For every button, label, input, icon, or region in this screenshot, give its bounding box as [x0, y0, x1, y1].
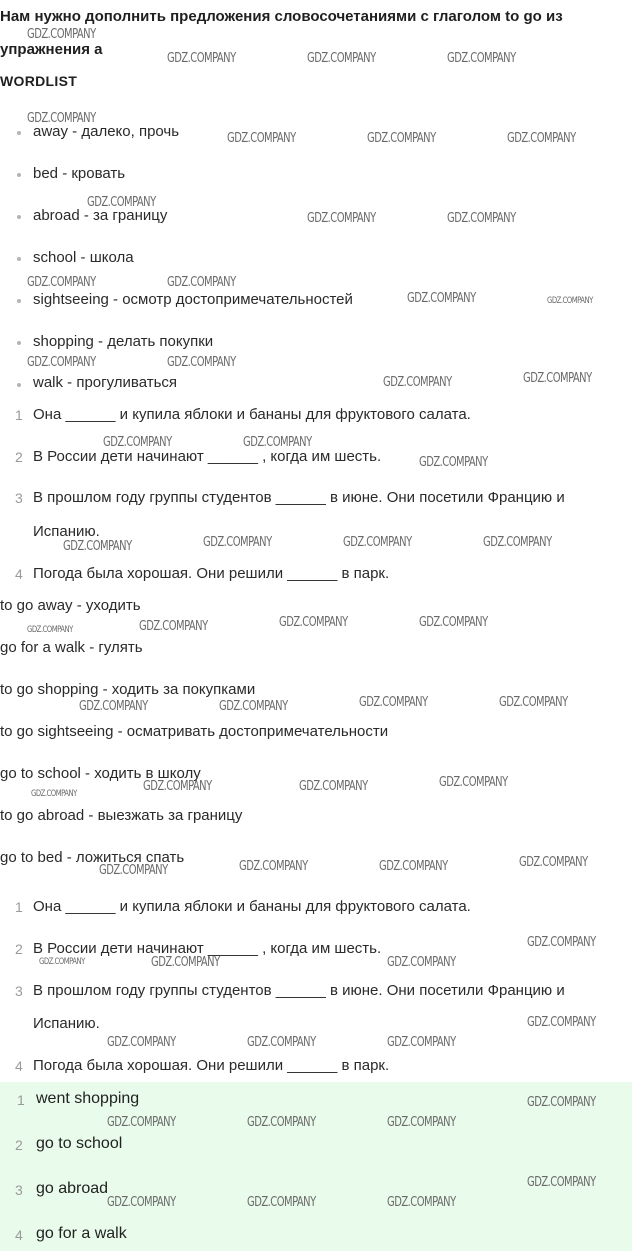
watermark: GDZ.COMPANY [27, 625, 73, 635]
watermark: GDZ.COMPANY [527, 1015, 596, 1030]
watermark: GDZ.COMPANY [107, 1195, 176, 1210]
watermark: GDZ.COMPANY [547, 296, 593, 306]
watermark: GDZ.COMPANY [307, 51, 376, 66]
bullet-icon [17, 257, 21, 261]
watermark: GDZ.COMPANY [507, 131, 576, 146]
wordlist-item-text: away - далеко, прочь [33, 123, 180, 140]
watermark: GDZ.COMPANY [483, 535, 552, 550]
watermark: GDZ.COMPANY [79, 699, 148, 714]
phrase-item: go to school - ходить в школу [0, 765, 201, 782]
watermark: GDZ.COMPANY [407, 291, 476, 306]
item-number: 4 [15, 566, 23, 582]
watermark: GDZ.COMPANY [527, 1095, 596, 1110]
exercise-sentence: В прошлом году группы студентов ______ в июне. Они посетили Францию и [33, 489, 565, 506]
answer-number: 4 [15, 1227, 23, 1243]
watermark: GDZ.COMPANY [31, 789, 77, 799]
bullet-icon [17, 383, 21, 387]
item-number: 1 [15, 899, 23, 915]
watermark: GDZ.COMPANY [27, 27, 96, 42]
phrase-item: go to bed - ложиться спать [0, 849, 185, 866]
exercise-sentence: Она ______ и купила яблоки и бананы для фруктового салата. [33, 898, 471, 915]
wordlist-item-text: sightseeing - осмотр достопримечательностей [33, 291, 353, 308]
bullet-icon [17, 173, 21, 177]
bullet-icon [17, 131, 21, 135]
answer-text: go to school [36, 1135, 123, 1152]
bullet-icon [17, 341, 21, 345]
watermark: GDZ.COMPANY [143, 779, 212, 794]
watermark: GDZ.COMPANY [219, 699, 288, 714]
watermark: GDZ.COMPANY [167, 51, 236, 66]
watermark: GDZ.COMPANY [343, 535, 412, 550]
watermark: GDZ.COMPANY [387, 1195, 456, 1210]
phrase-item: go for a walk - гулять [0, 639, 143, 656]
watermark: GDZ.COMPANY [379, 859, 448, 874]
answer-number: 3 [15, 1182, 23, 1198]
watermark: GDZ.COMPANY [87, 195, 156, 210]
watermark: GDZ.COMPANY [107, 1115, 176, 1130]
watermark: GDZ.COMPANY [439, 775, 508, 790]
watermark: GDZ.COMPANY [387, 1115, 456, 1130]
wordlist-item-text: bed - кровать [33, 165, 126, 182]
watermark: GDZ.COMPANY [227, 131, 296, 146]
watermark: GDZ.COMPANY [27, 111, 96, 126]
phrase-item: to go abroad - выезжать за границу [0, 807, 243, 824]
wordlist-title: WORDLIST [0, 73, 78, 89]
watermark: GDZ.COMPANY [139, 619, 208, 634]
phrase-item: to go shopping - ходить за покупками [0, 681, 256, 698]
watermark: GDZ.COMPANY [527, 1175, 596, 1190]
answer-number: 1 [17, 1092, 25, 1108]
watermark: GDZ.COMPANY [367, 131, 436, 146]
phrase-item: to go sightseeing - осматривать достопримечательности [0, 723, 389, 740]
wordlist-item-text: shopping - делать покупки [33, 333, 214, 350]
bullet-icon [17, 299, 21, 303]
watermark: GDZ.COMPANY [419, 615, 488, 630]
exercise-sentence-continuation: Испанию. [33, 1015, 100, 1032]
watermark: GDZ.COMPANY [167, 275, 236, 290]
watermark: GDZ.COMPANY [387, 1035, 456, 1050]
exercise-sentence: Погода была хорошая. Они решили ______ в парк. [33, 1057, 390, 1074]
watermark: GDZ.COMPANY [499, 695, 568, 710]
exercise-sentence-continuation: Испанию. [33, 523, 100, 540]
watermark: GDZ.COMPANY [299, 779, 368, 794]
exercise-sentence: Она ______ и купила яблоки и бананы для фруктового салата. [33, 406, 471, 423]
watermark: GDZ.COMPANY [63, 539, 132, 554]
watermark: GDZ.COMPANY [107, 1035, 176, 1050]
wordlist-item-text: abroad - за границу [33, 207, 168, 224]
item-number: 2 [15, 941, 23, 957]
wordlist-item-text: walk - прогуливаться [33, 374, 178, 391]
item-number: 2 [15, 449, 23, 465]
watermark: GDZ.COMPANY [99, 863, 168, 878]
bullet-icon [17, 215, 21, 219]
watermark: GDZ.COMPANY [447, 51, 516, 66]
item-number: 4 [15, 1058, 23, 1074]
item-number: 3 [15, 490, 23, 506]
exercise-sentence: Погода была хорошая. Они решили ______ в парк. [33, 565, 390, 582]
answer-text: go for a walk [36, 1225, 127, 1242]
phrase-item: to go away - уходить [0, 597, 141, 614]
answer-text: went shopping [36, 1090, 140, 1107]
watermark: GDZ.COMPANY [27, 275, 96, 290]
watermark: GDZ.COMPANY [39, 957, 85, 967]
watermark: GDZ.COMPANY [203, 535, 272, 550]
exercise-sentence: В прошлом году группы студентов ______ в июне. Они посетили Францию и [33, 982, 565, 999]
watermark: GDZ.COMPANY [387, 955, 456, 970]
watermark: GDZ.COMPANY [383, 375, 452, 390]
watermark: GDZ.COMPANY [523, 371, 592, 386]
item-number: 1 [15, 407, 23, 423]
watermark: GDZ.COMPANY [307, 211, 376, 226]
watermark: GDZ.COMPANY [519, 855, 588, 870]
page-heading-line-2: упражнения a [0, 41, 103, 58]
answer-text: go abroad [36, 1180, 109, 1197]
page-heading-line-1: Нам нужно дополнить предложения словосочетаниями с глаголом to go из [0, 8, 563, 25]
watermark: GDZ.COMPANY [239, 859, 308, 874]
wordlist-item-text: school - школа [33, 249, 134, 266]
exercise-sentence: В России дети начинают ______ , когда им шесть. [33, 940, 382, 957]
watermark: GDZ.COMPANY [279, 615, 348, 630]
watermark: GDZ.COMPANY [527, 935, 596, 950]
watermark: GDZ.COMPANY [103, 435, 172, 450]
watermark: GDZ.COMPANY [167, 355, 236, 370]
watermark: GDZ.COMPANY [359, 695, 428, 710]
watermark: GDZ.COMPANY [447, 211, 516, 226]
item-number: 3 [15, 983, 23, 999]
watermark: GDZ.COMPANY [247, 1195, 316, 1210]
answer-number: 2 [15, 1137, 23, 1153]
watermark: GDZ.COMPANY [419, 455, 488, 470]
watermark: GDZ.COMPANY [247, 1035, 316, 1050]
watermark: GDZ.COMPANY [27, 355, 96, 370]
watermark: GDZ.COMPANY [151, 955, 220, 970]
watermark: GDZ.COMPANY [247, 1115, 316, 1130]
watermark: GDZ.COMPANY [243, 435, 312, 450]
exercise-sentence: В России дети начинают ______ , когда им шесть. [33, 448, 382, 465]
